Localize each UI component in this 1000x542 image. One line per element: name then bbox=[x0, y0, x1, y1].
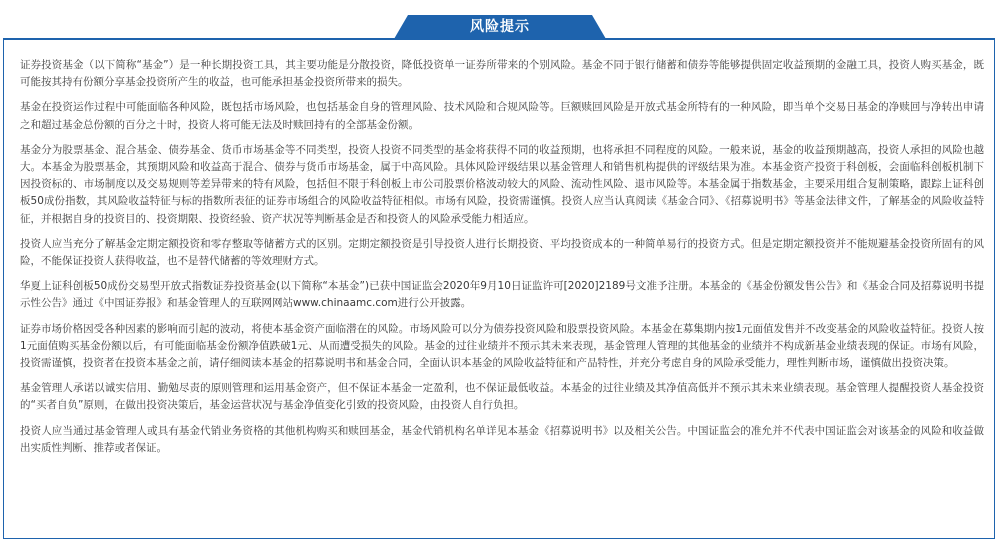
page-title: 风险提示 bbox=[470, 19, 530, 35]
risk-paragraph-8: 投资人应当通过基金管理人或具有基金代销业务资格的其他机构购买和赎回基金，基金代销机构名单详见本基金《招募说明书》以及相关公告。中国证监会的准允并不代表中国证监会对该基金的风险和收益做出实质性判断、推荐或者保证。 bbox=[20, 424, 984, 454]
title-tab bbox=[394, 15, 606, 39]
risk-paragraph-3: 基金分为股票基金、混合基金、债券基金、货币市场基金等不同类型，投资人投资不同类型的基金将获得不同的收益预期，也将承担不同程度的风险。一般来说，基金的收益预期越高，投资人承担的风险也越大。本基金为股票基金，其预期风险和收益高于混合、债券与货币市场基金，属于中高风险。具体风险评级结果以基金管理人和销售机构提供的评级结果为准。本基金资产投资于科创板，会面临科创板机制下因投资标的、市场制度以及交易规则等差异带来的特有风险，包括但不限于科创板上市公司股票价格波动较大的风险、流动性风险、退市风险等。本基金属于指数基金，主要采用组合复制策略，跟踪上证科创板50成份指数，其风险收益特征与标的指数所表征的证券市场组合的风险收益特征相似。市场有风险，投资需谨慎。投资人应当认真阅读《基金合同》、《招募说明书》等基金法律文件，了解基金的风险收益特征，并根据自身的投资目的、投资期限、投资经验、资产状况等判断基金是否和投资人的风险承受能力相适应。 bbox=[20, 143, 984, 225]
risk-paragraph-6: 证券市场价格因受各种因素的影响而引起的波动，将使本基金资产面临潜在的风险。市场风险可以分为债券投资风险和股票投资风险。本基金在募集期内按1元面值发售并不改变基金的风险收益特征。投资人按1元面值购买基金份额以后，有可能面临基金份额净值跌破1元、从而遭受损失的风险。基金的过往业绩并不预示其未来表现，基金管理人管理的其他基金的业绩并不构成新基金业绩表现的保证。市场有风险，投资需谨慎，投资者在投资本基金之前，请仔细阅读本基金的招募说明书和基金合同，全面认识本基金的风险收益特征和产品特性，并充分考虑自身的风险承受能力，理性判断市场，谨慎做出投资决策。 bbox=[20, 322, 984, 370]
risk-notice-content bbox=[20, 57, 984, 465]
risk-paragraph-5: 华夏上证科创板50成份交易型开放式指数证券投资基金(以下简称“本基金”)已获中国证监会2020年9月10日证监许可[2020]2189号文准予注册。本基金的《基金份额发售公告》和《基金合同及招募说明书提示性公告》通过《中国证券报》和基金管理人的互联网网站www.chinaamc.com进行公开披露。 bbox=[20, 280, 984, 310]
risk-paragraph-7: 基金管理人承诺以诚实信用、勤勉尽责的原则管理和运用基金资产，但不保证本基金一定盈利，也不保证最低收益。本基金的过往业绩及其净值高低并不预示其未来业绩表现。基金管理人提醒投资人基金投资的“买者自负”原则，在做出投资决策后，基金运营状况与基金净值变化引致的投资风险，由投资人自行负担。 bbox=[20, 382, 984, 412]
title-bar bbox=[0, 0, 1000, 40]
risk-paragraph-4: 投资人应当充分了解基金定期定额投资和零存整取等储蓄方式的区别。定期定额投资是引导投资人进行长期投资、平均投资成本的一种简单易行的投资方式。但是定期定额投资并不能规避基金投资所固有的风险，不能保证投资人获得收益，也不是替代储蓄的等效理财方式。 bbox=[20, 237, 984, 268]
risk-paragraph-2: 基金在投资运作过程中可能面临各种风险，既包括市场风险，也包括基金自身的管理风险、技术风险和合规风险等。巨额赎回风险是开放式基金所特有的一种风险，即当单个交易日基金的净赎回与净转出申请之和超过基金总份额的百分之十时，投资人将可能无法及时赎回持有的全部基金份额。 bbox=[20, 101, 984, 131]
risk-paragraph-1: 证券投资基金（以下简称“基金”）是一种长期投资工具，其主要功能是分散投资，降低投资单一证券所带来的个别风险。基金不同于银行储蓄和债券等能够提供固定收益预期的金融工具，投资人购买基金，既可能按其持有份额分享基金投资所产生的收益，也可能承担基金投资所带来的损失。 bbox=[20, 59, 984, 89]
